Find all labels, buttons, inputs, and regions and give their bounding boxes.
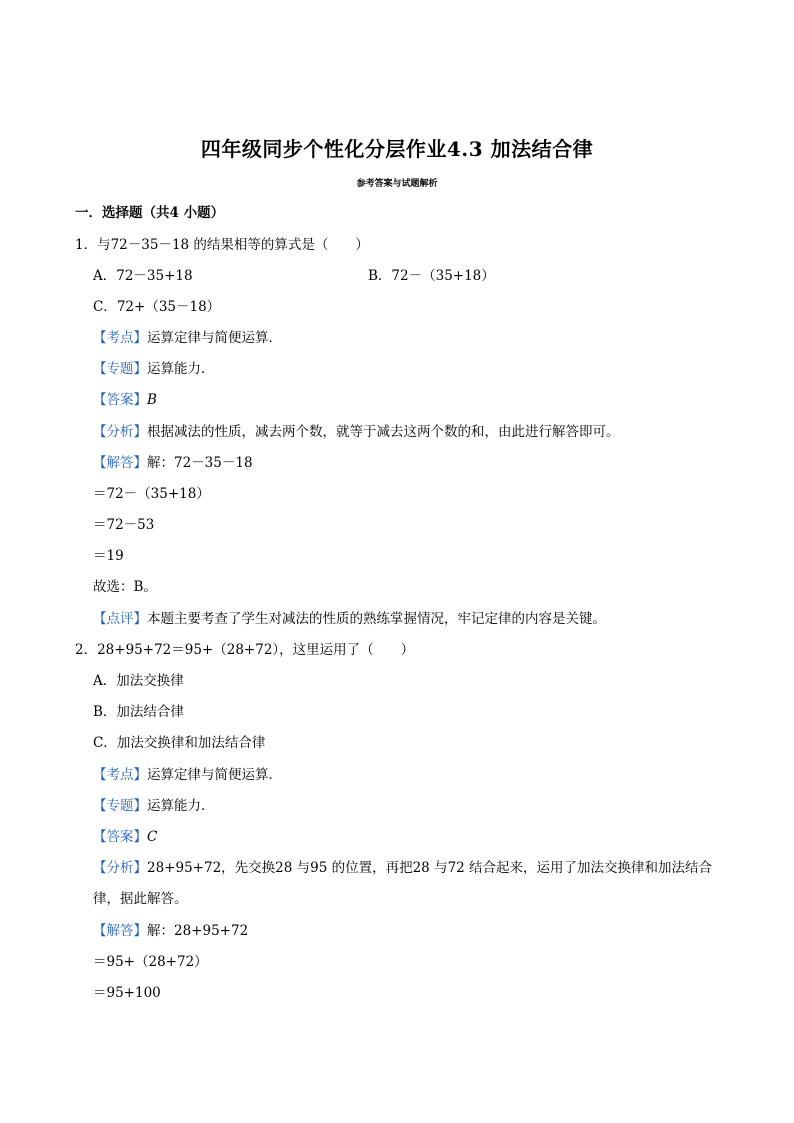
- q1-zhuanti-text: 运算能力．: [147, 361, 215, 377]
- q2-zhuanti-tag: 【专题】: [93, 798, 147, 814]
- q1-fenxi-tag: 【分析】: [93, 424, 147, 440]
- q1-dianping-tag: 【点评】: [93, 611, 147, 627]
- q1-step-2: ＝72－53: [93, 517, 155, 533]
- q2-kaodian-row: [93, 766, 282, 784]
- q1-step-1: ＝72－（35+18）: [93, 486, 210, 502]
- q2-kaodian-text: 运算定律与简便运算．: [147, 767, 282, 783]
- q1-step-3: ＝19: [93, 548, 124, 564]
- section-heading: 一．选择题（共4 小题）: [75, 205, 225, 221]
- q1-zhuanti-tag: 【专题】: [93, 361, 147, 377]
- q1-kaodian-text: 运算定律与简便运算．: [147, 330, 282, 346]
- q2-daan-text: C: [147, 829, 158, 845]
- q1-option-c: C．72+（35－18）: [93, 299, 221, 315]
- q2-fenxi-tag: 【分析】: [93, 860, 147, 876]
- q2-option-c: C．加法交换律和加法结合律: [93, 735, 266, 751]
- q2-kaodian-tag: 【考点】: [93, 767, 147, 783]
- q1-fenxi-row: [93, 423, 620, 441]
- q1-choose: 故选：B。: [93, 579, 157, 595]
- q1-option-b: B．72－（35+18）: [368, 268, 495, 284]
- q1-daan-tag: 【答案】: [93, 392, 147, 408]
- q2-option-a: A．加法交换律: [93, 673, 184, 689]
- q2-daan-tag: 【答案】: [93, 829, 147, 845]
- q1-jieda-text: 解：72－35－18: [147, 455, 253, 471]
- document-title: 四年级同步个性化分层作业4.3 加法结合律: [200, 137, 594, 161]
- q1-dianping-row: [93, 610, 606, 628]
- q2-jieda-row: [93, 922, 248, 940]
- document-subtitle: 参考答案与试题解析: [356, 179, 438, 189]
- q2-stem: 2．28+95+72＝95+（28+72），这里运用了（ ）: [75, 642, 415, 658]
- q2-fenxi-continuation: 律，据此解答。: [93, 891, 188, 907]
- q2-zhuanti-text: 运算能力．: [147, 798, 215, 814]
- q1-dianping-text: 本题主要考查了学生对减法的性质的熟练掌握情况，牢记定律的内容是关键。: [147, 611, 606, 627]
- q1-kaodian-tag: 【考点】: [93, 330, 147, 346]
- q2-option-b: B．加法结合律: [93, 704, 184, 720]
- q1-jieda-row: [93, 454, 253, 472]
- q1-kaodian-row: [93, 329, 282, 347]
- q1-option-a: A．72－35+18: [93, 268, 193, 284]
- q2-zhuanti-row: [93, 797, 215, 815]
- q2-step-1: ＝95+（28+72）: [93, 954, 208, 970]
- q1-fenxi-text: 根据减法的性质，减去两个数，就等于减去这两个数的和，由此进行解答即可。: [147, 424, 620, 440]
- q2-fenxi-text: 28+95+72，先交换28 与95 的位置，再把28 与72 结合起来，运用了加法交换律和加法结合: [147, 860, 713, 876]
- q2-daan-row: [93, 828, 157, 846]
- q2-step-2: ＝95+100: [93, 985, 161, 1001]
- q1-daan-row: [93, 391, 157, 409]
- q2-fenxi-row: [93, 859, 712, 877]
- q2-jieda-text: 解：28+95+72: [147, 923, 249, 939]
- q1-daan-text: B: [147, 392, 157, 408]
- q1-jieda-tag: 【解答】: [93, 455, 147, 471]
- q1-stem: 1．与72－35－18 的结果相等的算式是（ ）: [75, 237, 369, 253]
- q2-jieda-tag: 【解答】: [93, 923, 147, 939]
- q1-zhuanti-row: [93, 360, 215, 378]
